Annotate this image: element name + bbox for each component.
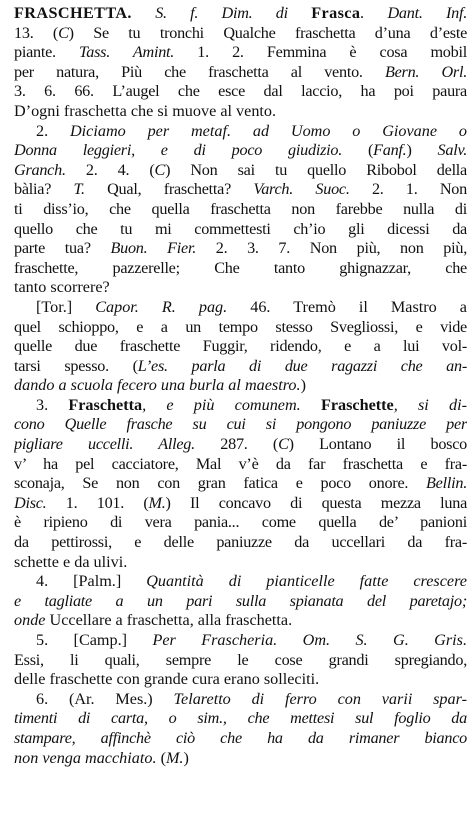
text-segment: sconaja, Se non con gran fatica e poco onore.: [14, 474, 427, 493]
text-segment: 13. (: [14, 23, 59, 42]
text-segment: C: [58, 23, 69, 42]
text-segment: FRASCHETTA.: [14, 4, 132, 22]
text-line: [14, 161, 467, 181]
text-segment: non venga macchiato.: [14, 748, 157, 767]
text-segment: 3.: [36, 395, 69, 414]
text-line: [14, 690, 467, 710]
text-segment: 3. 6. 66. L’augel che esce dal laccio, ha poi paura: [14, 82, 467, 101]
text-segment: ): [300, 376, 306, 395]
text-line: [14, 474, 467, 494]
text-segment: 2. 1. Non: [349, 180, 467, 199]
text-segment: C: [154, 160, 166, 179]
text-segment: 1. 2. Femmina è cosa mobil: [174, 43, 467, 62]
text-segment: è ripieno di vera pania... come quella de’ panioni: [14, 513, 467, 532]
text-line: [14, 749, 467, 769]
text-segment: . Dant. Inf.: [360, 4, 467, 22]
text-segment: C: [278, 435, 289, 454]
text-segment: dando a scuola fecero una burla al maestro.: [14, 376, 301, 395]
text-segment: ): [183, 748, 189, 767]
text-line: [14, 729, 467, 749]
text-segment: Fraschette: [320, 395, 394, 414]
text-segment: Bern. Orl.: [384, 62, 467, 81]
text-segment: S. f. Dim. di: [131, 4, 312, 22]
text-segment: quelle due fraschette Fuggir, ridendo, e a lui vol-: [14, 337, 467, 356]
text-segment: cono Quelle frasche su cui si pongono paniuzze per: [14, 415, 467, 434]
text-line: [14, 239, 467, 259]
text-line: [14, 43, 467, 63]
text-segment: delle fraschette con grande cura erano solleciti.: [14, 670, 320, 689]
text-segment: Essi, li quali, sempre le cose grandi spregiando,: [14, 650, 467, 669]
text-segment: Granch.: [14, 160, 66, 179]
text-segment: e tagliate a un pari sulla spianata del paretajo;: [14, 591, 467, 610]
text-segment: quello che tu mi commettesti ch’io gli dicessi da: [14, 219, 467, 238]
text-segment: stampare, affinchè ciò che ha da rimaner bianco: [14, 728, 467, 747]
text-segment: Fraschetta: [68, 395, 143, 414]
text-line: [14, 513, 467, 533]
text-line: [14, 278, 467, 298]
text-segment: (: [156, 748, 166, 767]
text-segment: Qual, fraschetta?: [84, 180, 254, 199]
text-line: [14, 318, 467, 338]
text-segment: tarsi spesso. (: [14, 356, 138, 375]
text-line: [14, 357, 467, 377]
text-segment: , e più comunem.: [142, 395, 321, 414]
text-line: [14, 220, 467, 240]
text-segment: 46. Tremò il Mastro a: [227, 297, 467, 316]
text-line: [14, 376, 467, 396]
text-segment: timenti di carta, o sim., che mettesi sul foglio da: [14, 709, 467, 728]
text-line: [14, 82, 467, 102]
text-segment: Donna leggieri, e di poco giudizio.: [14, 141, 343, 160]
text-segment: Per Frascheria. Om. S. G. Gris.: [152, 631, 467, 649]
text-line: [14, 4, 467, 24]
text-segment: 287. (: [194, 435, 279, 454]
text-segment: pigliare uccelli. Alleg.: [14, 435, 195, 454]
text-segment: Buon. Fier.: [110, 239, 197, 258]
text-segment: 2. 3. 7. Non più, non più,: [196, 239, 467, 258]
text-line: [14, 572, 467, 592]
text-segment: 6. (Ar. Mes.): [36, 689, 174, 708]
text-segment: 5. [Camp.]: [36, 631, 153, 649]
text-line: [14, 24, 467, 44]
text-line: [14, 435, 467, 455]
text-line: [14, 396, 467, 416]
text-line: [14, 298, 467, 318]
text-segment: Capor. R. pag.: [95, 297, 228, 316]
text-line: [14, 592, 467, 612]
text-segment: Tass. Amint.: [79, 43, 175, 62]
text-segment: D’ogni fraschetta che si muove al vento.: [14, 101, 277, 120]
text-line: [14, 553, 467, 573]
text-segment: ti diss’io, che quella fraschetta non farebbe nulla di: [14, 199, 467, 218]
text-line: [14, 651, 467, 671]
text-segment: ) Lontano il bosco: [288, 435, 467, 454]
text-line: [14, 494, 467, 514]
text-line: [14, 709, 467, 729]
text-line: [14, 180, 467, 200]
text-line: [14, 200, 467, 220]
text-line: [14, 415, 467, 435]
text-segment: 1. 101. (: [46, 493, 149, 512]
text-segment: Uccellare a fraschetta, alla fraschetta.: [45, 611, 293, 630]
text-segment: 2. 4. (: [65, 160, 155, 179]
text-segment: M.: [148, 493, 166, 512]
text-line: [14, 259, 467, 279]
text-segment: 2.: [36, 121, 70, 140]
text-line: [14, 611, 467, 631]
text-segment: onde: [14, 611, 46, 630]
text-line: [14, 670, 467, 690]
text-line: [14, 141, 467, 161]
text-segment: T.: [73, 180, 85, 199]
text-segment: Telaretto di ferro con varii spar-: [173, 689, 467, 708]
text-segment: L’es. parla di due ragazzi che an-: [137, 356, 467, 375]
text-segment: da pettirossi, e delle paniuzze da uccellari da fra-: [14, 533, 467, 552]
text-segment: ) Il concavo di questa mezza luna: [165, 493, 467, 512]
text-segment: tanto scorrere?: [14, 278, 110, 297]
text-segment: fraschette, pazzerelle; Che tanto ghignazzar, che: [14, 258, 467, 277]
text-segment: Fanf.: [373, 141, 407, 160]
text-segment: quel schioppo, e a un tempo stesso Svegliossi, e vide: [14, 317, 467, 336]
text-line: [14, 102, 467, 122]
text-segment: Disc.: [14, 493, 47, 512]
text-segment: ) Non sai tu quello Ribobol della: [165, 160, 467, 179]
text-segment: Bellin.: [426, 474, 467, 493]
text-segment: M.: [165, 748, 184, 767]
text-segment: ): [406, 141, 438, 160]
text-segment: bàlia?: [14, 180, 74, 199]
text-segment: 4. [Palm.]: [36, 572, 147, 591]
text-segment: ) Se tu tronchi Qualche fraschetta d’una d’este: [68, 23, 467, 42]
text-segment: schette e da ulivi.: [14, 552, 128, 571]
text-segment: Diciamo per metaf. ad Uomo o Giovane o: [69, 121, 467, 140]
text-segment: Quantità di pianticelle fatte crescere: [146, 572, 467, 591]
text-line: [14, 63, 467, 83]
text-line: [14, 533, 467, 553]
text-line: [14, 337, 467, 357]
text-segment: Varch. Suoc.: [253, 180, 350, 199]
text-segment: [Tor.]: [36, 297, 96, 316]
text-segment: Salv.: [437, 141, 467, 160]
text-segment: parte tua?: [14, 239, 111, 258]
dictionary-entry-fraschetta: [14, 4, 467, 768]
text-segment: (: [342, 141, 374, 160]
text-segment: piante.: [14, 43, 80, 62]
text-line: [14, 631, 467, 651]
text-segment: per natura, Più che fraschetta al vento.: [14, 62, 385, 81]
text-segment: Frasca: [311, 4, 361, 22]
text-line: [14, 455, 467, 475]
text-segment: v’ ha pel cacciatore, Mal v’è da far fraschetta e fra-: [14, 454, 467, 473]
text-segment: , si di-: [393, 395, 467, 414]
text-line: [14, 122, 467, 142]
